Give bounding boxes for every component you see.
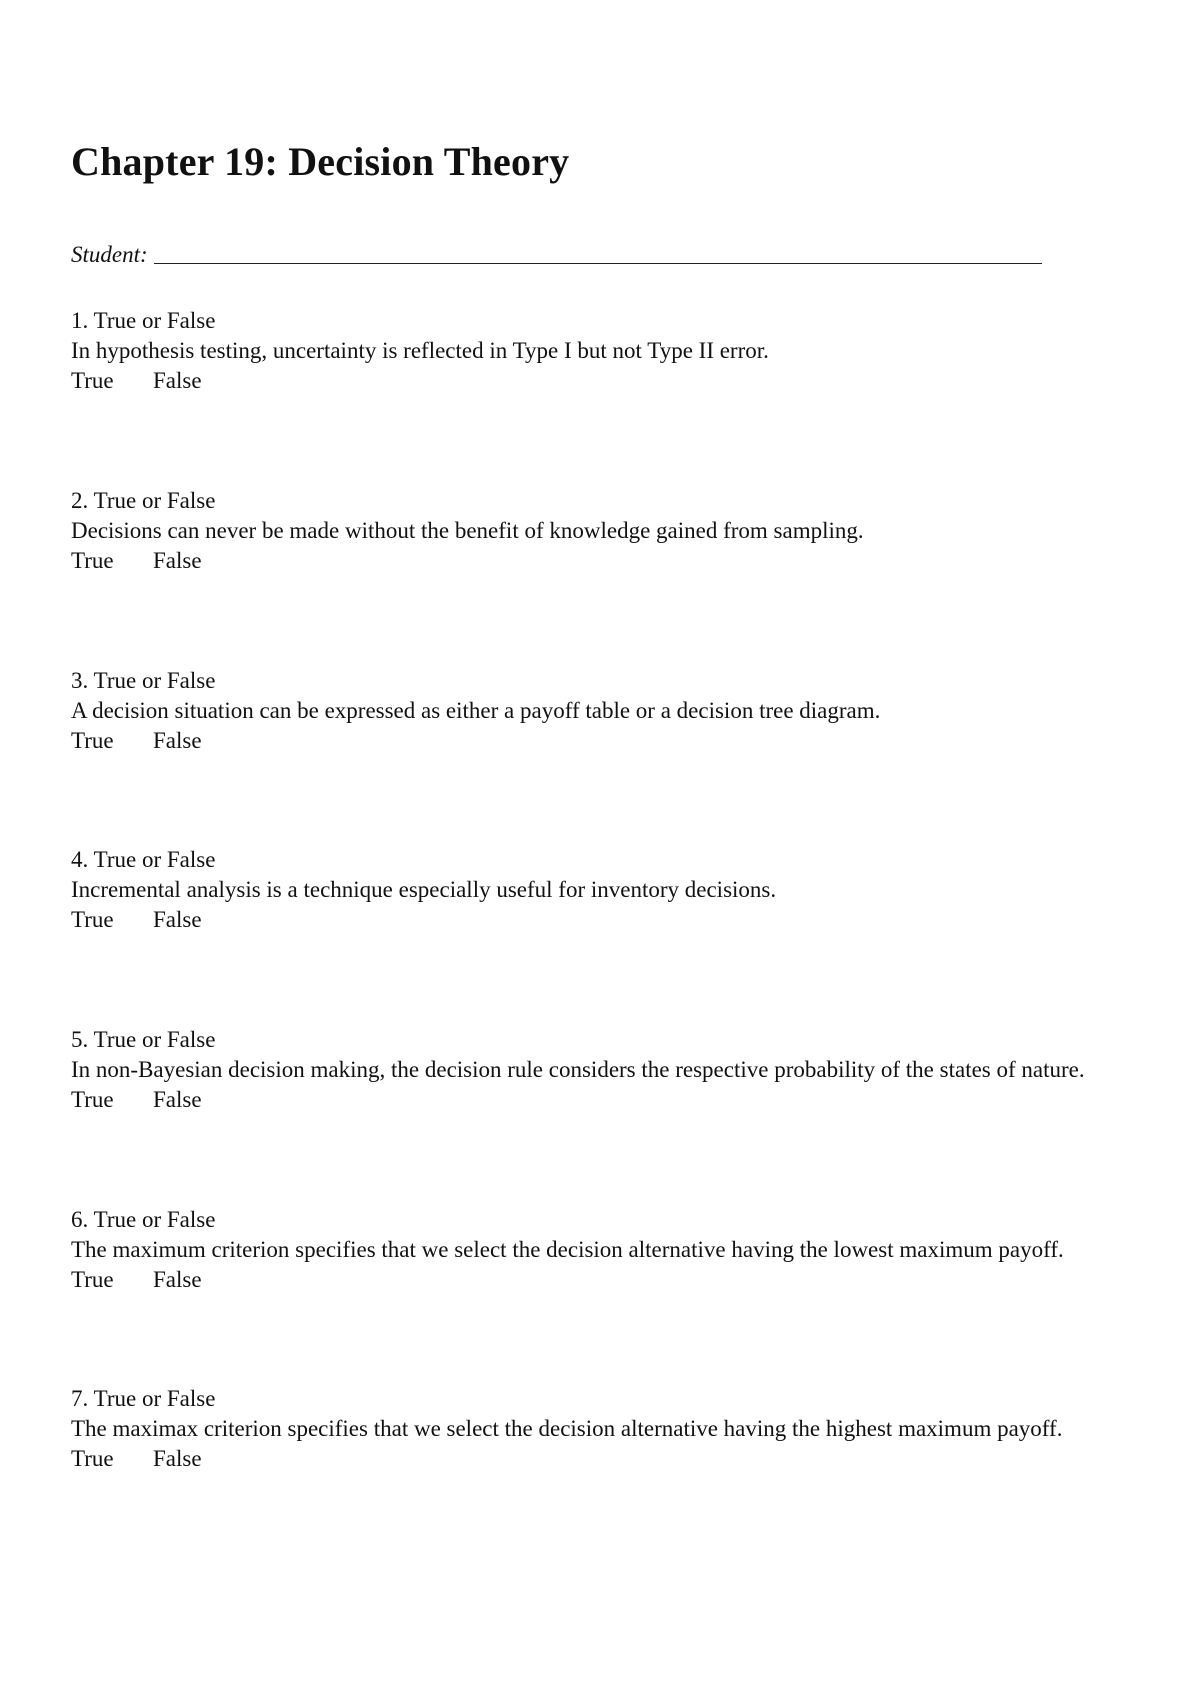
- question-header: 2. True or False: [71, 488, 216, 513]
- answer-options: [71, 546, 1151, 576]
- option-true[interactable]: True: [71, 728, 114, 753]
- question-header: 5. True or False: [71, 1027, 216, 1052]
- question-4: [71, 845, 1151, 935]
- option-true[interactable]: True: [71, 548, 114, 573]
- question-header: 1. True or False: [71, 308, 216, 333]
- question-7: [71, 1384, 1151, 1474]
- student-name-line[interactable]: [154, 263, 1042, 264]
- answer-options: [71, 905, 1151, 935]
- question-text: A decision situation can be expressed as either a payoff table or a decision tree diagram.: [71, 698, 881, 723]
- option-true[interactable]: True: [71, 1087, 114, 1112]
- answer-options: [71, 1085, 1151, 1115]
- question-header: 7. True or False: [71, 1386, 216, 1411]
- answer-options: [71, 1265, 1151, 1295]
- answer-options: [71, 726, 1151, 756]
- question-3: [71, 666, 1151, 756]
- question-text: In non-Bayesian decision making, the decision rule considers the respective probability of the states of nature.: [71, 1057, 1085, 1082]
- question-text: The maximum criterion specifies that we select the decision alternative having the lowest maximum payoff.: [71, 1237, 1064, 1262]
- option-false[interactable]: False: [153, 548, 202, 573]
- option-false[interactable]: False: [153, 368, 202, 393]
- question-text: Decisions can never be made without the benefit of knowledge gained from sampling.: [71, 518, 864, 543]
- option-false[interactable]: False: [153, 1446, 202, 1471]
- question-header: 4. True or False: [71, 847, 216, 872]
- option-false[interactable]: False: [153, 907, 202, 932]
- question-6: [71, 1205, 1151, 1295]
- option-false[interactable]: False: [153, 1087, 202, 1112]
- option-true[interactable]: True: [71, 368, 114, 393]
- option-true[interactable]: True: [71, 1446, 114, 1471]
- option-false[interactable]: False: [153, 728, 202, 753]
- student-label: Student:: [71, 242, 148, 267]
- option-false[interactable]: False: [153, 1267, 202, 1292]
- page-title: Chapter 19: Decision Theory: [71, 139, 570, 184]
- option-true[interactable]: True: [71, 1267, 114, 1292]
- question-text: The maximax criterion specifies that we select the decision alternative having the highest maximum payoff.: [71, 1416, 1063, 1441]
- question-5: [71, 1025, 1151, 1115]
- question-text: Incremental analysis is a technique especially useful for inventory decisions.: [71, 877, 777, 902]
- answer-options: [71, 1444, 1151, 1474]
- student-name-row: [71, 242, 1042, 268]
- question-1: [71, 306, 1151, 396]
- answer-options: [71, 366, 1151, 396]
- option-true[interactable]: True: [71, 907, 114, 932]
- question-header: 3. True or False: [71, 668, 216, 693]
- question-2: [71, 486, 1151, 576]
- question-text: In hypothesis testing, uncertainty is reflected in Type I but not Type II error.: [71, 338, 769, 363]
- question-header: 6. True or False: [71, 1207, 216, 1232]
